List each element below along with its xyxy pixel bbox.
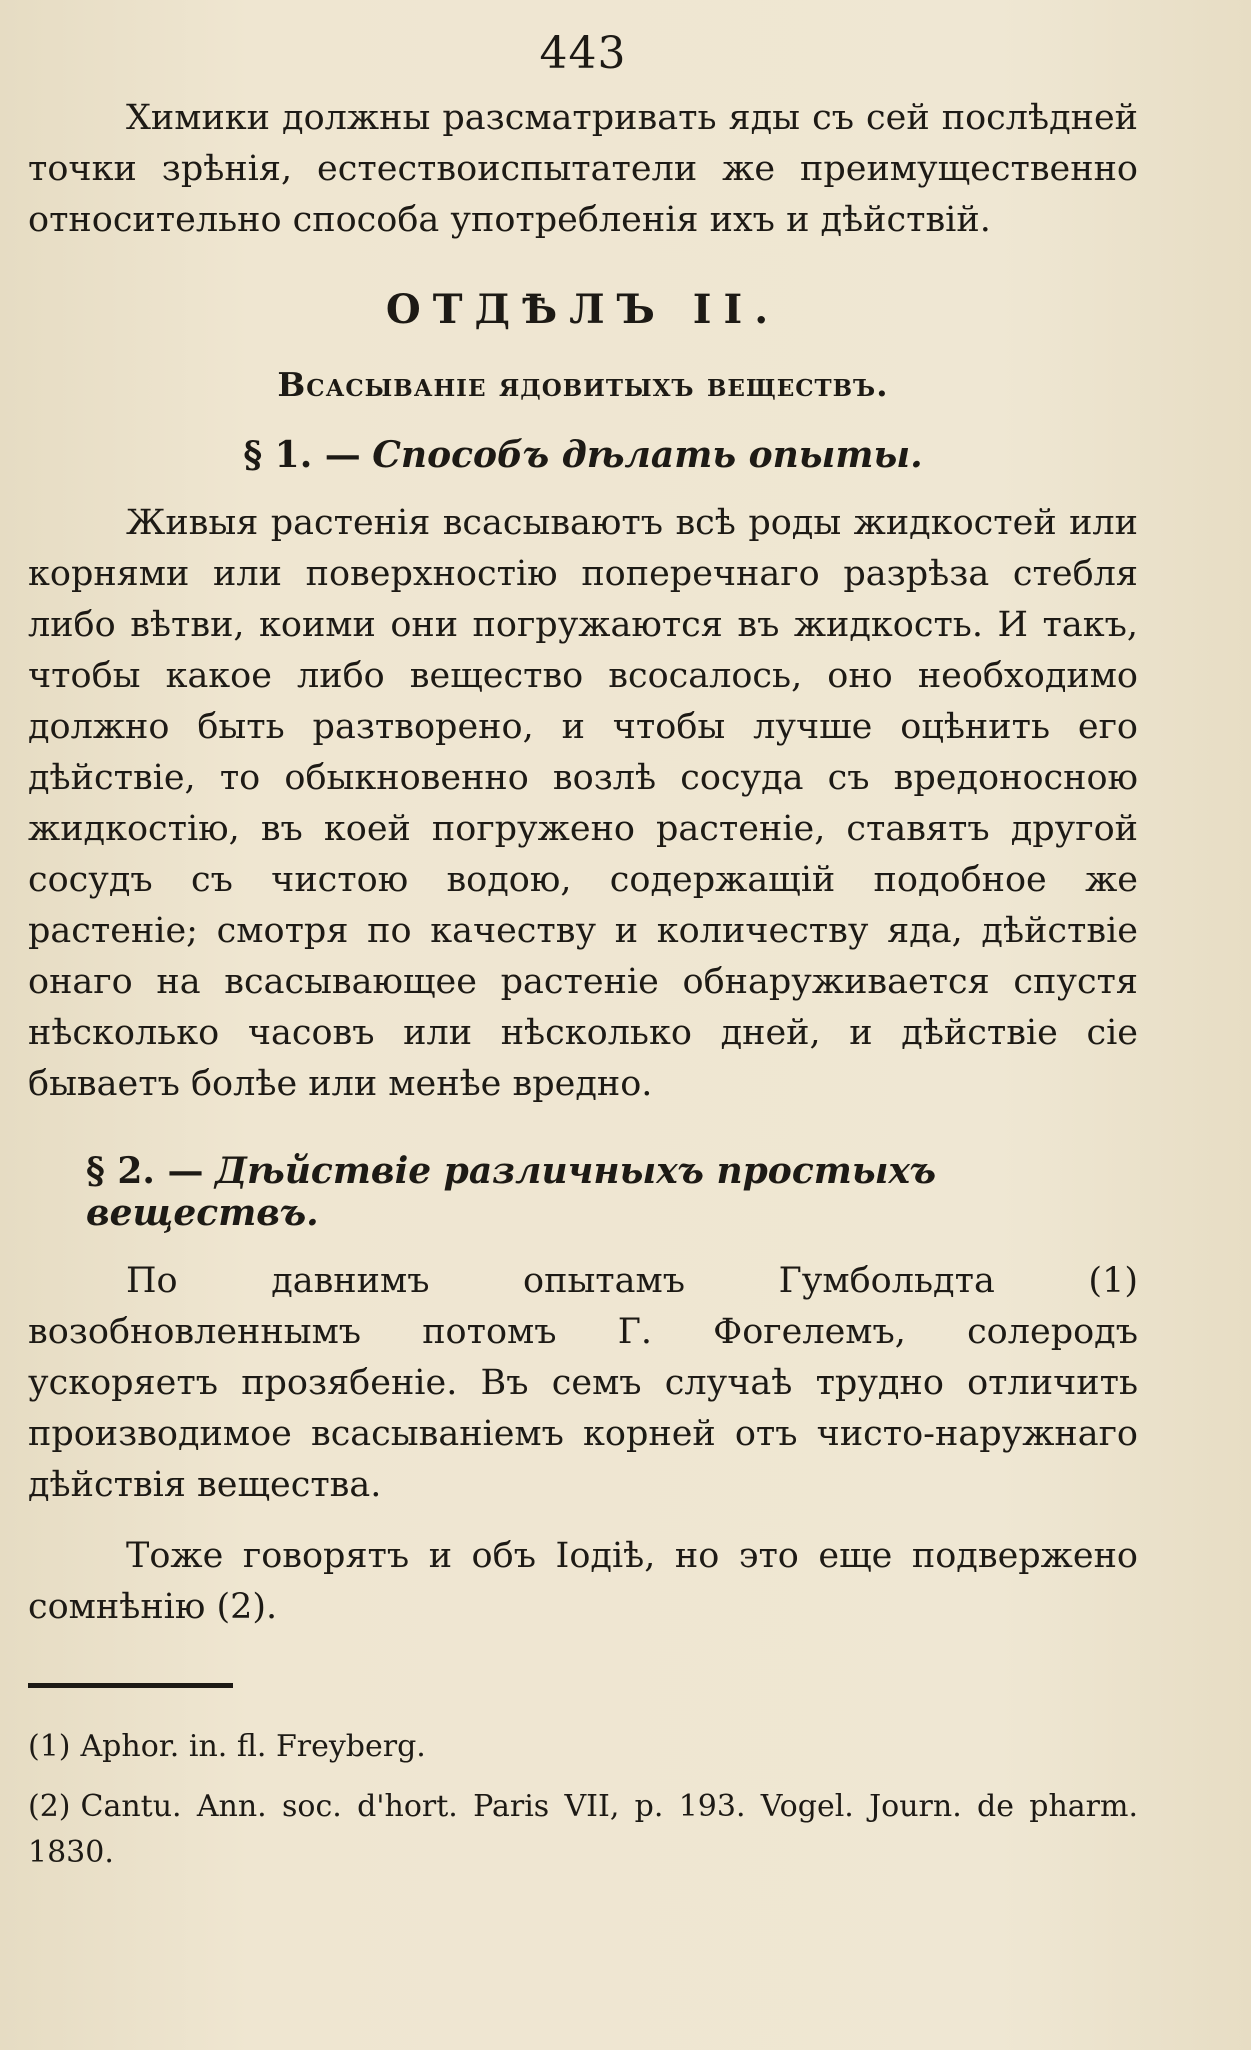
footnote-text: Cantu. Ann. soc. d'hort. Paris VII, p. 193. Vogel. Journ. de pharm. 1830.: [28, 1789, 1138, 1870]
paragraph-gap: [28, 1511, 1138, 1531]
section-2-paragraph-2: Тоже говорятъ и объ Іодіѣ, но это еще подвержено сомнѣнію (2).: [28, 1536, 1138, 1627]
section-number: § 2. —: [86, 1150, 204, 1192]
section-heading-1: [28, 434, 1138, 476]
footnote-2: [28, 1784, 1138, 1876]
section-title: Способъ дѣлать опыты.: [372, 434, 923, 476]
division-heading: ОТДѢЛЪ II.: [385, 286, 781, 333]
footnote-mark: (2): [28, 1789, 71, 1824]
page-number: 443: [539, 28, 627, 79]
section-1-paragraph: Живыя растенія всасываютъ всѣ роды жидкостей или корнями или поверхностію поперечнаго разрѣза стебля либо вѣтви, коими они погружаются въ жидкость. И такъ, чтобы какое либо вещество всосалось, оно необходимо должно быть разтворено, и чтобы лучше оцѣнить его дѣйствіе, то обыкновенно возлѣ сосуда съ вредоносною жидкостію, въ коей погружено растеніе, ставятъ другой сосудъ съ чистою водою, содержащій подобное же растеніе; смотря по качеству и количеству яда, дѣйствіе онаго на всасывающее растеніе обнаруживается спустя нѣсколько часовъ или нѣсколько дней, и дѣйствіе сіе бываетъ болѣе или менѣе вредно.: [28, 503, 1138, 1104]
division-subtitle: Всасываніе ядовитыхъ веществъ.: [277, 365, 889, 404]
section-heading-2: [28, 1150, 1138, 1234]
footnote-rule: [28, 1683, 233, 1688]
footnote-1: [28, 1724, 1138, 1770]
section-2-paragraph-1: По давнимъ опытамъ Гумбольдта (1) возобновленнымъ потомъ Г. Фогелемъ, солеродъ ускоряетъ прозябеніе. Въ семъ случаѣ трудно отличить производимое всасываніемъ корней отъ чисто-наружнаго дѣйствія вещества.: [28, 1261, 1138, 1505]
footnote-text: Aphor. in. fl. Freyberg.: [80, 1729, 426, 1764]
section-number: § 1. —: [243, 434, 361, 476]
section-title: Дѣйствіе различныхъ простыхъ веществъ.: [86, 1150, 937, 1234]
footnote-mark: (1): [28, 1729, 71, 1764]
page-content: [28, 28, 1138, 1890]
intro-paragraph: Химики должны разсматривать яды съ сей послѣдней точки зрѣнія, естествоиспытатели же преимущественно относительно способа употребленія ихъ и дѣйствій.: [28, 98, 1138, 240]
